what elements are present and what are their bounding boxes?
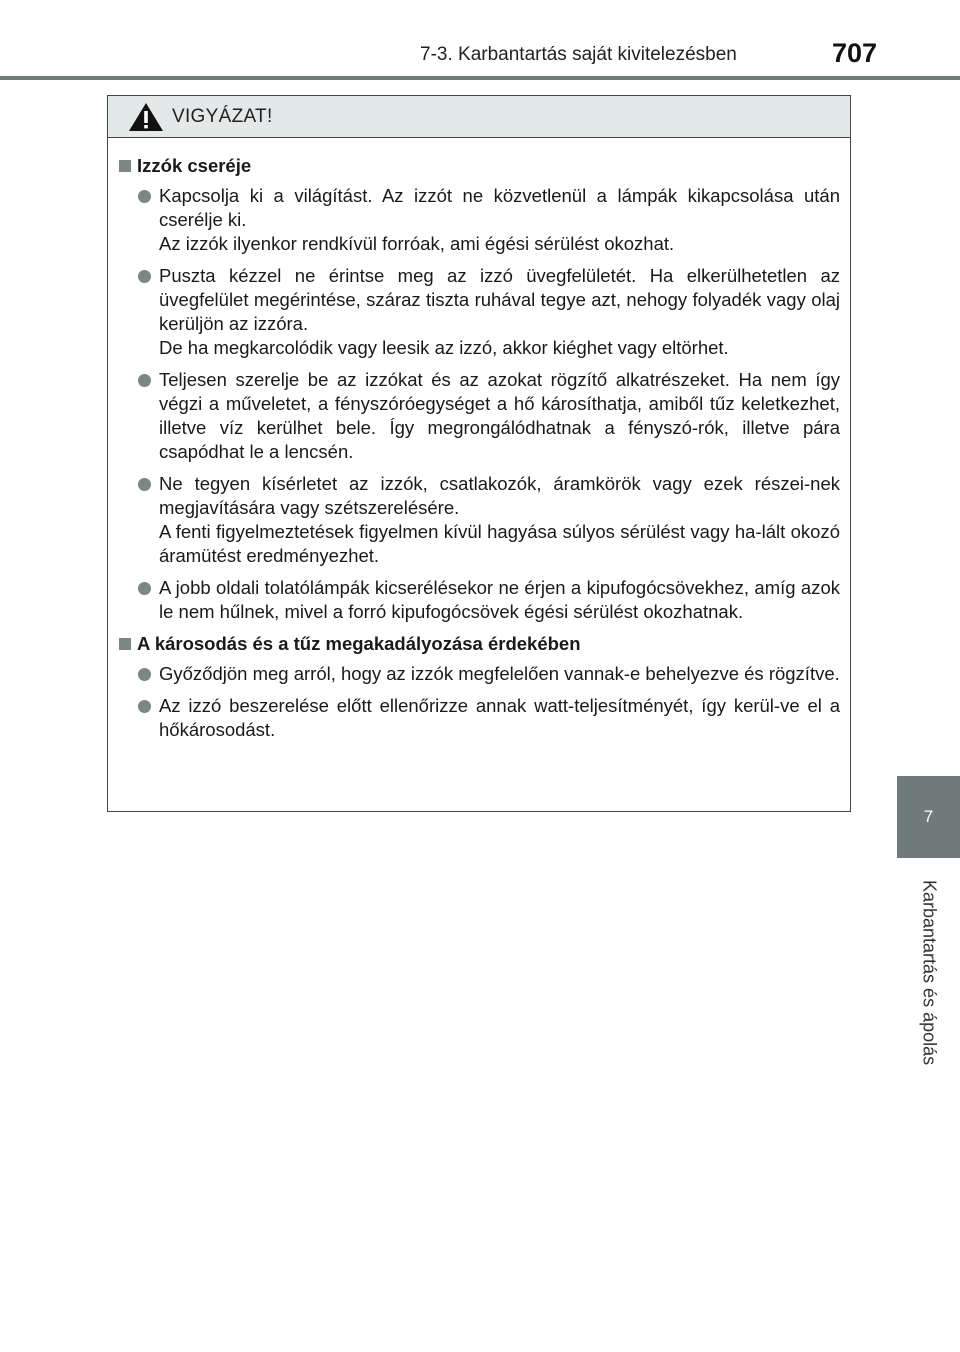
caution-box — [107, 95, 851, 812]
caution-label: VIGYÁZAT! — [172, 105, 273, 127]
square-bullet-icon — [119, 160, 131, 172]
section-heading — [119, 154, 840, 178]
list-item-text: Teljesen szerelje be az izzókat és az azokat rögzítő alkatrészeket. Ha nem így végzi a műveletet, a fényszóróegységet a hő károsíthatja, amiből tűz keletkezhet, illetve víz kerülhet bele. Így megrongálódhatnak a fényszó-rók, illetve pára csapódhat le a lencsén. — [159, 369, 840, 462]
round-bullet-icon — [138, 190, 151, 203]
caution-header — [108, 96, 850, 138]
round-bullet-icon — [138, 582, 151, 595]
list-item-text: Kapcsolja ki a világítást. Az izzót ne közvetlenül a lámpák kikapcsolása után cserélje ki. — [159, 185, 840, 230]
list-item — [119, 576, 840, 624]
section-heading-text: A károsodás és a tűz megakadályozása érdekében — [137, 633, 581, 654]
list-item-text: Ne tegyen kísérletet az izzók, csatlakozók, áramkörök vagy ezek részei-nek megjavítására vagy szétszerelésére. — [159, 473, 840, 518]
list-item — [119, 184, 840, 256]
list-item-text: A fenti figyelmeztetések figyelmen kívül hagyása súlyos sérülést vagy ha-lált okozó áramütést eredményezhet. — [159, 521, 840, 566]
round-bullet-icon — [138, 270, 151, 283]
round-bullet-icon — [138, 700, 151, 713]
list-item-text: De ha megkarcolódik vagy leesik az izzó, akkor kiéghet vagy eltörhet. — [159, 337, 729, 358]
list-item — [119, 368, 840, 464]
page-number: 707 — [832, 38, 878, 68]
section-heading-text: Izzók cseréje — [137, 155, 252, 176]
list-item — [119, 264, 840, 360]
header-divider — [0, 76, 960, 80]
list-item — [119, 694, 840, 742]
header-title: 7-3. Karbantartás saját kivitelezésben — [420, 44, 737, 65]
list-item — [119, 472, 840, 568]
round-bullet-icon — [138, 374, 151, 387]
list-item-text: Az izzó beszerelése előtt ellenőrizze annak watt-teljesítményét, így kerül-ve el a hőkárosodást. — [159, 695, 840, 740]
list-item-text: Győződjön meg arról, hogy az izzók megfelelően vannak-e behelyezve és rögzítve. — [159, 663, 840, 684]
round-bullet-icon — [138, 668, 151, 681]
list-item — [119, 662, 840, 686]
chapter-label: Karbantartás és ápolás — [919, 880, 940, 1066]
round-bullet-icon — [138, 478, 151, 491]
chapter-tab — [897, 776, 960, 858]
chapter-number: 7 — [923, 807, 934, 826]
caution-body — [108, 138, 850, 742]
square-bullet-icon — [119, 638, 131, 650]
chapter-side-label — [884, 868, 960, 1078]
warning-triangle-icon — [128, 102, 164, 132]
list-item-text: Puszta kézzel ne érintse meg az izzó üvegfelületét. Ha elkerülhetetlen az üvegfelület megérintése, száraz tiszta ruhával tegye azt, nehogy folyadék vagy olaj kerüljön az izzóra. — [159, 265, 840, 334]
list-item-text: A jobb oldali tolatólámpák kicserélésekor ne érjen a kipufogócsövekhez, amíg azok le nem hűlnek, mivel a forró kipufogócsövek égési sérülést okozhatnak. — [159, 577, 840, 622]
list-item-text: Az izzók ilyenkor rendkívül forróak, ami égési sérülést okozhat. — [159, 233, 675, 254]
section-heading — [119, 632, 840, 656]
